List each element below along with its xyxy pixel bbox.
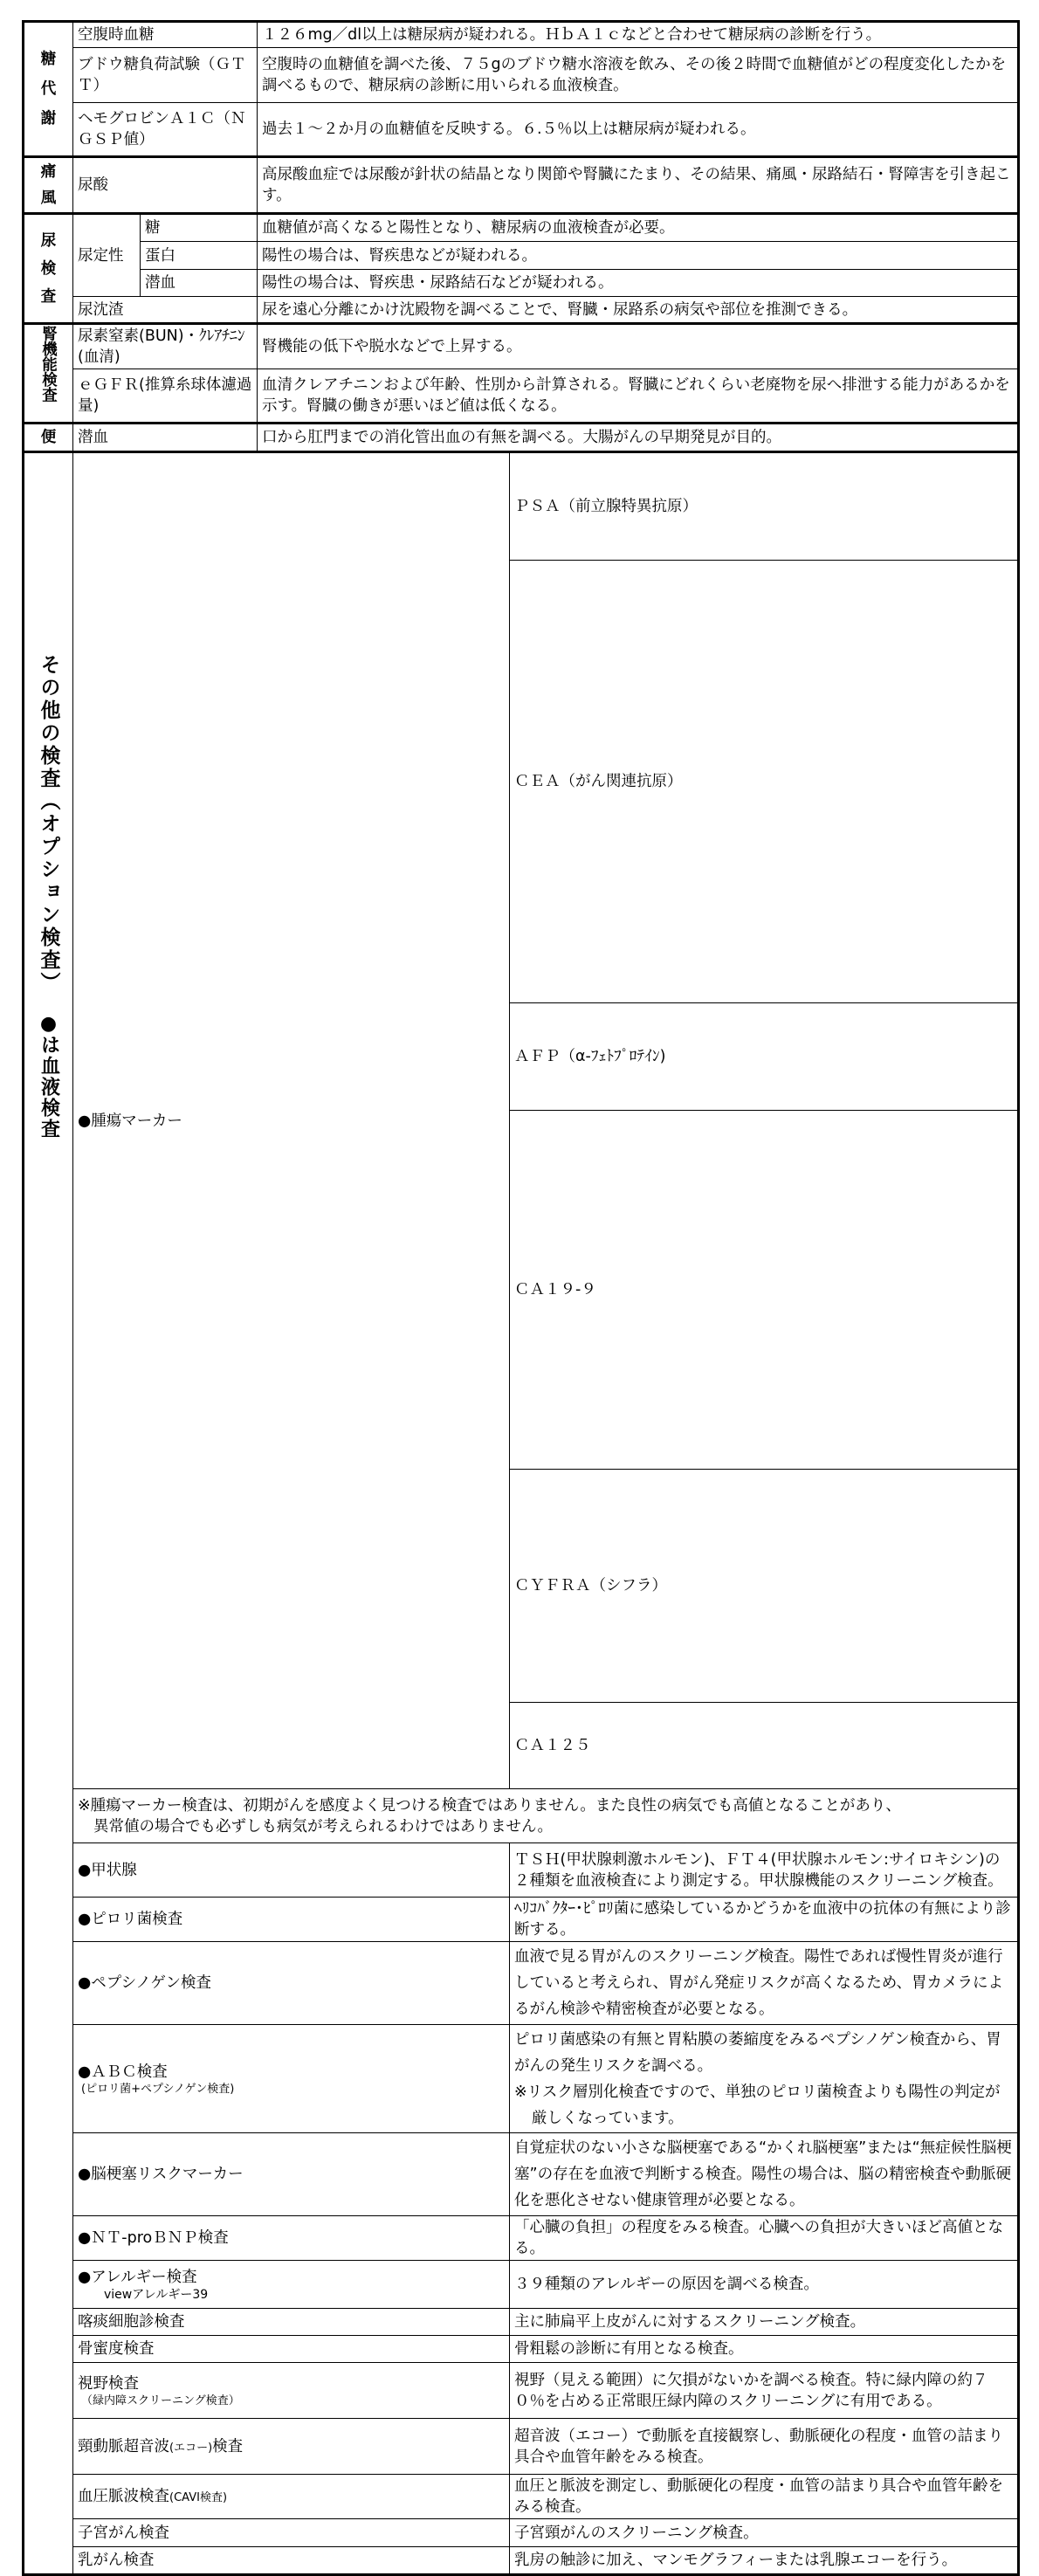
exam-name: 頸動脈超音波(エコー)検査	[73, 2419, 510, 2475]
exam-name: 潜血	[141, 270, 258, 297]
exam-name: 空腹時血糖	[73, 22, 258, 48]
exam-desc: 血清クレアチニンおよび年齢、性別から計算される。腎臓にどれくらい老廃物を尿へ排泄する能力があるかを示す。腎臓の働きが悪いほど値は低くなる。	[258, 369, 1019, 424]
exam-desc: 子宮頸がんのスクリーニング検査。	[510, 2519, 1019, 2547]
exam-name: 蛋白	[141, 242, 258, 270]
tumor-note: ※腫瘍マーカー検査は、初期がんを感度よく見つける検査ではありません。また良性の病気でも高値となることがあり、 異常値の場合でも必ずしも病気が考えられるわけではありません。	[73, 1789, 1019, 1843]
exam-name: 視野検査 （緑内障スクリーニング検査）	[73, 2363, 510, 2419]
tumor-marker: ＣＹＦＲＡ（シフラ）	[510, 1470, 1019, 1703]
exam-name: ヘモグロビンＡ１Ｃ（ＮＧＳＰ値）	[73, 103, 258, 157]
exam-desc: 尿を遠心分離にかけ沈殿物を調べることで、腎臓・尿路系の病気や部位を推測できる。	[258, 297, 1019, 324]
section-other	[24, 452, 73, 2575]
exam-name: ●甲状腺	[73, 1843, 510, 1898]
section-glucose: 糖代謝	[24, 22, 73, 157]
exam-name: 尿素窒素(BUN)・ｸﾚｱﾁﾆﾝ(血清)	[73, 324, 258, 369]
exam-name: 喀痰細胞診検査	[73, 2309, 510, 2336]
exam-desc: 血液で見る胃がんのスクリーニング検査。陽性であれば慢性胃炎が進行していると考えられ、胃がん発症リスクが高くなるため、胃カメラによるがん検診や精密検査が必要となる。	[510, 1942, 1019, 2025]
exam-name: ●ＮＴ-proＢＮＰ検査	[73, 2216, 510, 2261]
exam-name: 骨蜜度検査	[73, 2336, 510, 2363]
exam-desc: 口から肛門までの消化管出血の有無を調べる。大腸がんの早期発見が目的。	[258, 424, 1019, 452]
section-urine: 尿検査	[24, 214, 73, 324]
exam-desc: 「心臓の負担」の程度をみる検査。心臓への負担が大きいほど高値となる。	[510, 2216, 1019, 2261]
exam-desc: 血圧と脈波を測定し、動脈硬化の程度・血管の詰まり具合や血管年齢をみる検査。	[510, 2475, 1019, 2519]
exam-name: 子宮がん検査	[73, 2519, 510, 2547]
exam-name: ｅＧＦＲ(推算糸球体濾過量)	[73, 369, 258, 424]
exam-desc: ３９種類のアレルギーの原因を調べる検査。	[510, 2261, 1019, 2309]
exam-table	[22, 20, 1020, 2576]
exam-desc: 視野（見える範囲）に欠損がないかを調べる検査。特に緑内障の約７０％を占める正常眼圧緑内障のスクリーニングに有用である。	[510, 2363, 1019, 2419]
exam-desc: 主に肺扁平上皮がんに対するスクリーニング検査。	[510, 2309, 1019, 2336]
exam-desc: ﾍﾘｺﾊﾞｸﾀｰ･ﾋﾟﾛﾘ菌に感染しているかどうかを血液中の抗体の有無により診断する。	[510, 1898, 1019, 1942]
exam-desc: ＴＳＨ(甲状腺刺激ホルモン)、ＦＴ４(甲状腺ホルモン:サイロキシン)の２種類を血液検査により測定する。甲状腺機能のスクリーニング検査。	[510, 1843, 1019, 1898]
exam-desc: ピロリ菌感染の有無と胃粘膜の萎縮度をみるペプシノゲン検査から、胃がんの発生リスクを調べる。 ※リスク層別化検査ですので、単独のピロリ菌検査よりも陽性の判定が厳しくなっています。	[510, 2025, 1019, 2133]
section-kidney: 腎機能検査	[24, 324, 73, 424]
exam-desc: 自覚症状のない小さな脳梗塞である“かくれ脳梗塞”または“無症候性脳梗塞”の存在を血液で判断する検査。陽性の場合は、脳の精密検査や動脈硬化を悪化させない健康管理が必要となる。	[510, 2133, 1019, 2216]
exam-name: 乳がん検査	[73, 2547, 510, 2575]
section-other-title: その他の検査（オプション検査）	[37, 654, 60, 995]
exam-name: 血圧脈波検査(CAVI検査)	[73, 2475, 510, 2519]
exam-name: ●アレルギー検査 viewアレルギー39	[73, 2261, 510, 2309]
section-gout: 痛風	[24, 157, 73, 214]
section-other-note: は血液検査	[38, 1035, 60, 1140]
exam-name: ブドウ糖負荷試験（ＧＴＴ）	[73, 48, 258, 103]
exam-name: 尿酸	[73, 157, 258, 214]
urine-qualitative: 尿定性	[73, 214, 141, 297]
exam-name: ●脳梗塞リスクマーカー	[73, 2133, 510, 2216]
exam-desc: 陽性の場合は、腎疾患・尿路結石などが疑われる。	[258, 270, 1019, 297]
section-stool: 便	[24, 424, 73, 452]
exam-name: ●ペプシノゲン検査	[73, 1942, 510, 2025]
exam-name: 糖	[141, 214, 258, 242]
exam-name: ●腫瘍マーカー	[73, 452, 510, 1789]
exam-desc: 過去１～２か月の血糖値を反映する。６.５％以上は糖尿病が疑われる。	[258, 103, 1019, 157]
exam-name: 潜血	[73, 424, 258, 452]
exam-desc: 骨粗鬆の診断に有用となる検査。	[510, 2336, 1019, 2363]
exam-desc: 血糖値が高くなると陽性となり、糖尿病の血液検査が必要。	[258, 214, 1019, 242]
exam-desc: 陽性の場合は、腎疾患などが疑われる。	[258, 242, 1019, 270]
tumor-marker: ＡＦＰ（α-ﾌｪﾄﾌﾟﾛﾃｲﾝ)	[510, 1003, 1019, 1111]
tumor-marker: ＣＡ１９-９	[510, 1111, 1019, 1470]
tumor-marker: ＣＥＡ（がん関連抗原）	[510, 561, 1019, 1003]
blood-test-mark: ●	[39, 1013, 58, 1035]
tumor-marker: ＰＳＡ（前立腺特異抗原）	[510, 452, 1019, 561]
exam-desc: 乳房の触診に加え、マンモグラフィーまたは乳腺エコーを行う。	[510, 2547, 1019, 2575]
exam-desc: 空腹時の血糖値を調べた後、７５gのブドウ糖水溶液を飲み、その後２時間で血糖値がどの程度変化したかを調べるもので、糖尿病の診断に用いられる血液検査。	[258, 48, 1019, 103]
exam-desc: 腎機能の低下や脱水などで上昇する。	[258, 324, 1019, 369]
tumor-marker: ＣＡ１２５	[510, 1703, 1019, 1789]
exam-name: 尿沈渣	[73, 297, 258, 324]
exam-desc: 高尿酸血症では尿酸が針状の結晶となり関節や腎臓にたまり、その結果、痛風・尿路結石・腎障害を引き起こす。	[258, 157, 1019, 214]
exam-name: ●ＡＢＣ検査 (ピロリ菌+ペプシノゲン検査)	[73, 2025, 510, 2133]
exam-desc: 超音波（エコー）で動脈を直接観察し、動脈硬化の程度・血管の詰まり具合や血管年齢をみる検査。	[510, 2419, 1019, 2475]
exam-desc: １２６mg／dl以上は糖尿病が疑われる。ＨｂＡ１ｃなどと合わせて糖尿病の診断を行う。	[258, 22, 1019, 48]
exam-name: ●ピロリ菌検査	[73, 1898, 510, 1942]
